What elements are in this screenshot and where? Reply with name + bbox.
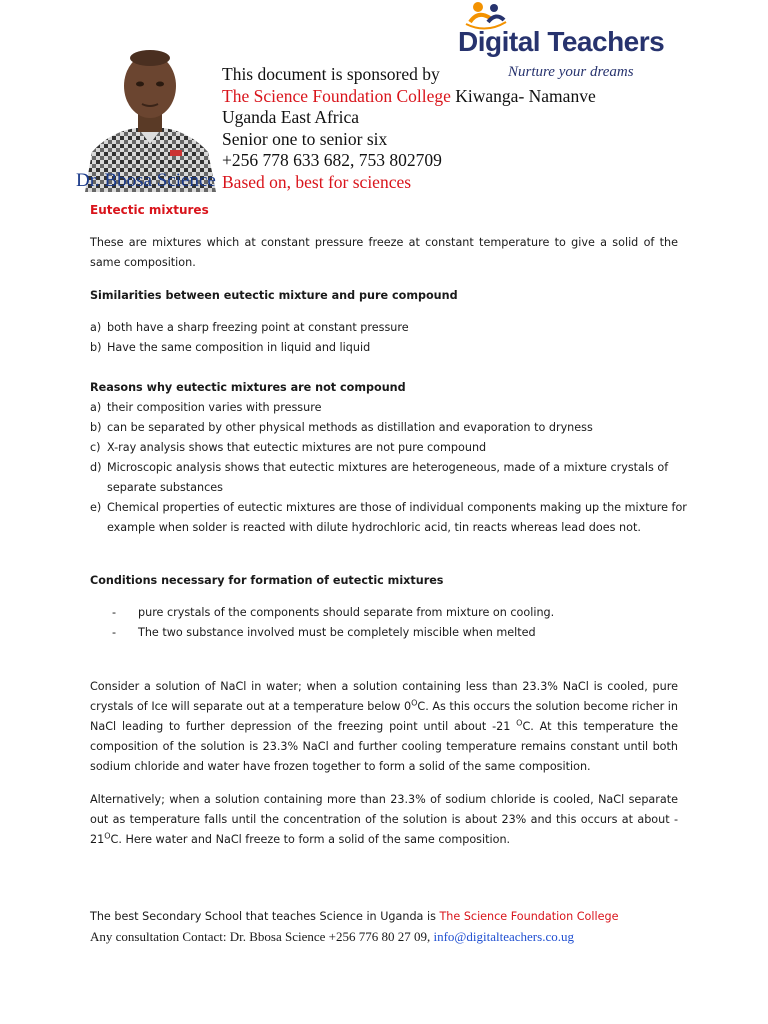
sponsor-line: This document is sponsored by: [222, 64, 440, 84]
footer-school-line: The best Secondary School that teaches Science in Uganda is The Science Foundation College: [90, 910, 619, 923]
intro-paragraph: These are mixtures which at constant pressure freeze at constant temperature to give a solid of the same composition.: [90, 236, 678, 269]
list-item: - pure crystals of the components should separate from mixture on cooling.: [112, 606, 555, 619]
photo-caption: Dr. Bbosa Science: [76, 170, 216, 191]
similarities-list: [90, 318, 690, 358]
footer-college-name: The Science Foundation College: [439, 910, 619, 923]
sponsor-line: [222, 86, 596, 108]
list-item: d) Microscopic analysis shows that eutectic mixtures are heterogeneous, made of a mixture crystals of separate substances: [90, 461, 669, 494]
footer-contact-line: Any consultation Contact: Dr. Bbosa Science +256 776 80 27 09, info@digitalteachers.co.ug: [90, 929, 574, 944]
sponsor-location: Kiwanga- Namanve: [450, 85, 596, 106]
nacl-paragraph: Consider a solution of NaCl in water; when a solution containing less than 23.3% NaCl is cooled, pure crystals of Ice will separate out at a temperature below $0^OC$. As this occurs the solution become richer in NaCl leading to further depression of the freezing point until about -21 $^O$C. At this temperature the composition of the solution is 23.3% NaCl and further cooling temperature remains constant until both sodium chloride and water have frozen together to form a solid of the same composition.: [90, 680, 679, 773]
conditions-list: [90, 603, 690, 643]
page-title: Eutectic mixtures: [90, 203, 209, 217]
list-item: e) Chemical properties of eutectic mixtures are those of individual components making up the mixture for example when solder is reacted with dilute hydrochloric acid, tin reacts whereas lead does not.: [90, 501, 687, 534]
list-item: a) both have a sharp freezing point at constant pressure: [90, 321, 409, 334]
sponsor-tagline: Based on, best for sciences: [222, 171, 412, 192]
logo-name: Digital Teachers: [458, 26, 665, 57]
footer-email-link[interactable]: info@digitalteachers.co.ug: [433, 929, 574, 944]
similarities-heading: Similarities between eutectic mixture and pure compound: [90, 289, 458, 302]
sponsor-line: Senior one to senior six: [222, 128, 388, 149]
logo-tagline: Nurture your dreams: [508, 64, 634, 80]
list-item: - The two substance involved must be completely miscible when melted: [112, 626, 536, 639]
list-item: b) can be separated by other physical methods as distillation and evaporation to dryness: [90, 421, 593, 434]
alternative-paragraph: Alternatively; when a solution containing more than 23.3% of sodium chloride is cooled, NaCl separate out as temperature falls until the concentration of the solution is about 23% and this occurs at about - $21^OC$. Here water and NaCl freeze to form a solid of the same composition.: [90, 793, 678, 846]
sponsor-line: Uganda East Africa: [222, 107, 360, 127]
conditions-heading: Conditions necessary for formation of eutectic mixtures: [90, 574, 444, 587]
sponsor-phone: +256 778 633 682, 753 802709: [222, 150, 442, 170]
list-item: b) Have the same composition in liquid and liquid: [90, 341, 371, 354]
sponsor-college: The Science Foundation College: [222, 85, 451, 106]
list-item: a) their composition varies with pressure: [90, 401, 322, 414]
reasons-heading: Reasons why eutectic mixtures are not compound: [90, 381, 406, 394]
reasons-list: [90, 398, 690, 538]
list-item: c) X-ray analysis shows that eutectic mixtures are not pure compound: [90, 441, 487, 454]
